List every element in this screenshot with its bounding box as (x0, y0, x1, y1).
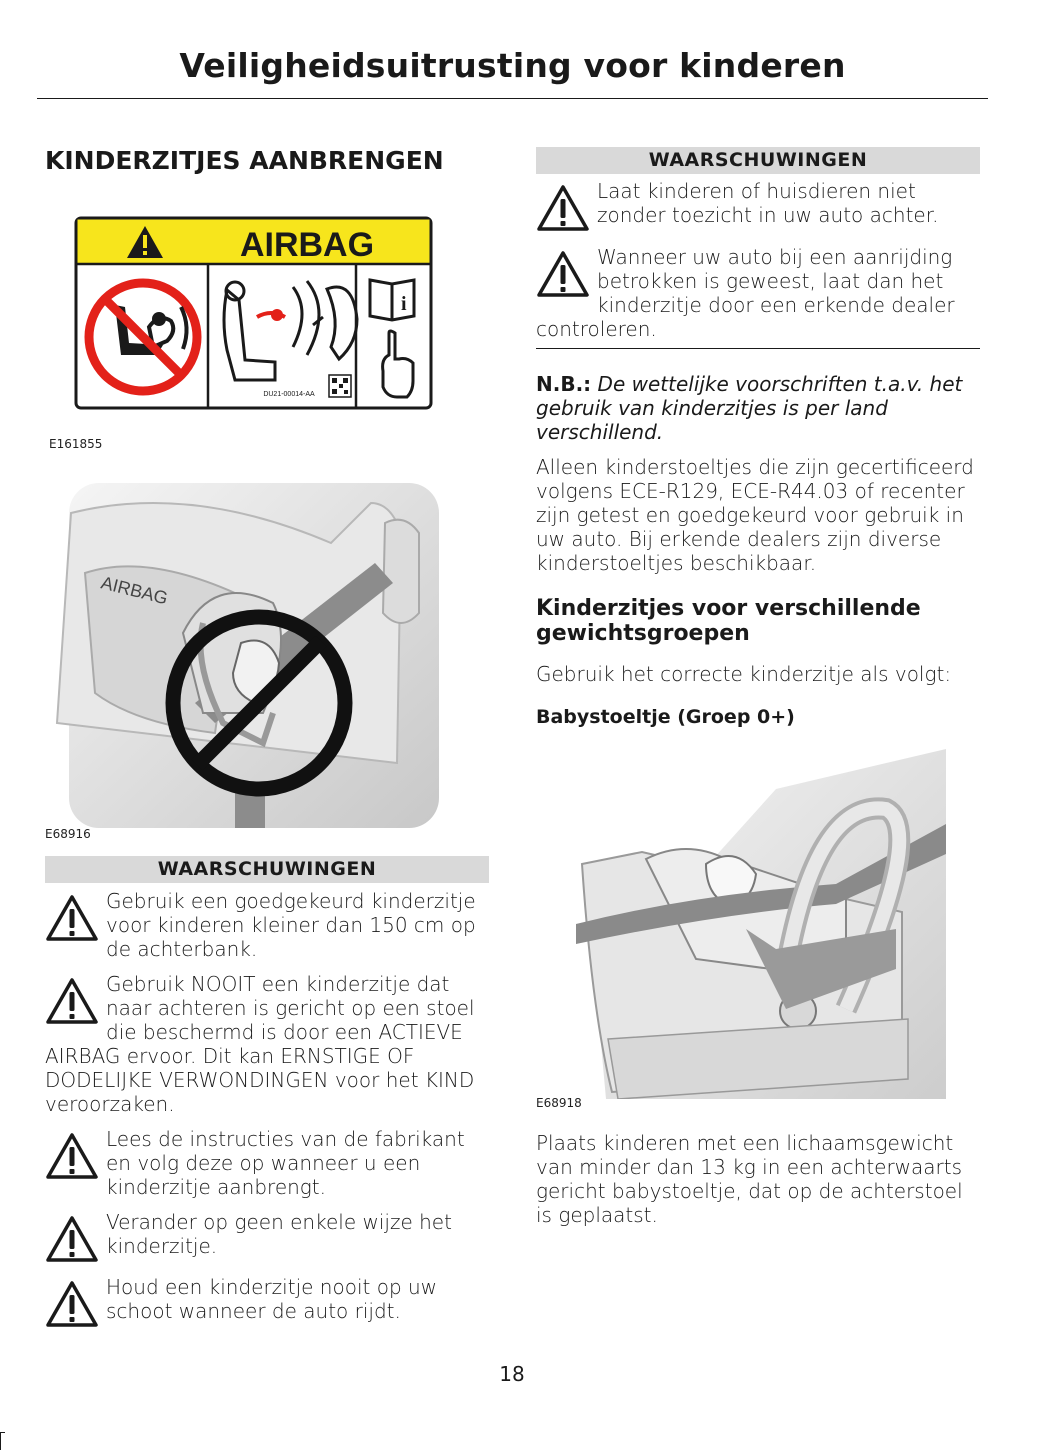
warning-triangle-icon (45, 893, 99, 943)
note-paragraph (536, 372, 980, 444)
warning-text: Lees de instructies van de fabrikant en volg deze op wanneer u een kinderzitje aanbrengt. (106, 1127, 465, 1199)
label-code: DU21-00014-AA (263, 391, 315, 398)
section-title: KINDERZITJES AANBRENGEN (45, 146, 444, 175)
warning-item (45, 1127, 489, 1199)
airbag-warning-label (45, 215, 489, 445)
baby-seat-paragraph: Plaats kinderen met een lichaamsgewicht van minder dan 13 kg in een achterwaarts gericht babystoeltje, dat op de achterstoel is geplaatst. (536, 1131, 963, 1227)
warning-item (536, 179, 980, 233)
note-text: De wettelijke voorschriften t.a.v. het gebruik van kinderzitjes is per land verschillend. (536, 372, 963, 444)
warning-triangle-icon (536, 249, 590, 299)
rear-facing-seat-prohibited-figure (45, 483, 489, 861)
page-header (37, 40, 988, 99)
page-number: 18 (499, 1362, 525, 1386)
warning-text: Laat kinderen of huisdieren niet zonder toezicht in uw auto achter. (597, 179, 939, 227)
warnings-header: WAARSCHUWINGEN (536, 147, 980, 174)
figure-code: E68918 (536, 1096, 582, 1110)
baby-seat-illustration (536, 749, 980, 1099)
svg-text:i: i (401, 293, 407, 315)
airbag-warning-label-figure (45, 215, 489, 455)
warning-triangle-icon (45, 1214, 99, 1264)
warning-text: Wanneer uw auto bij een aanrijding betrokken is geweest, laat dan het kinderzitje door een erkende dealer controleren. (536, 245, 955, 341)
warning-item (536, 245, 980, 341)
figure-code: E161855 (49, 437, 103, 451)
warning-text: Verander op geen enkele wijze het kinderzitje. (106, 1210, 452, 1258)
usage-paragraph: Gebruik het correcte kinderzitje als volgt: (536, 662, 952, 686)
warning-item (45, 889, 489, 961)
qr-code-icon (329, 375, 351, 397)
baby-seat-heading: Babystoeltje (Groep 0+) (536, 706, 795, 728)
warning-triangle-icon (536, 183, 590, 233)
warnings-header: WAARSCHUWINGEN (45, 856, 489, 883)
rear-facing-seat-airbag-illustration (45, 483, 489, 833)
warnings-box-right (536, 147, 980, 349)
warning-text: Gebruik NOOIT een kinderzitje dat naar achteren is gericht op een stoel die beschermd is door een ACTIEVE AIRBAG ervoor. Dit kan ERNSTIGE OF DODELIJKE VERWONDINGEN voor het KIND veroorzaken. (45, 972, 475, 1116)
warning-text: Houd een kinderzitje nooit op uw schoot wanneer de auto rijdt. (106, 1275, 438, 1323)
label-airbag-text: AIRBAG (239, 226, 375, 264)
right-column (536, 140, 980, 1227)
warning-triangle-icon (45, 976, 99, 1026)
baby-seat-figure (536, 749, 980, 1134)
warning-triangle-icon (45, 1131, 99, 1181)
warning-item (45, 972, 489, 1116)
warning-triangle-icon (45, 1279, 99, 1329)
warnings-box-left (45, 856, 489, 1329)
figure-code: E68916 (45, 827, 91, 841)
no-rear-facing-seat-icon (89, 283, 197, 391)
left-column (45, 140, 489, 1329)
crop-mark (0, 1432, 5, 1450)
warning-item (45, 1210, 489, 1264)
warning-item (45, 1275, 489, 1329)
warning-text: Gebruik een goedgekeurd kinderzitje voor kinderen kleiner dan 150 cm op de achterbank. (106, 889, 476, 961)
page-title: Veiligheidsuitrusting voor kinderen (179, 46, 846, 85)
certification-paragraph: Alleen kinderstoeltjes die zijn gecertificeerd volgens ECE-R129, ECE-R44.03 of recenter zijn getest en goedgekeurd voor gebruik in uw auto. Bij erkende dealers zijn diverse kinderstoeltjes beschikbaar. (536, 455, 974, 575)
note-label: N.B.: (536, 372, 592, 396)
airbag-emboss-text: AIRBAG (99, 572, 170, 609)
weight-groups-heading: Kinderzitjes voor verschillende gewichtsgroepen (536, 596, 921, 646)
